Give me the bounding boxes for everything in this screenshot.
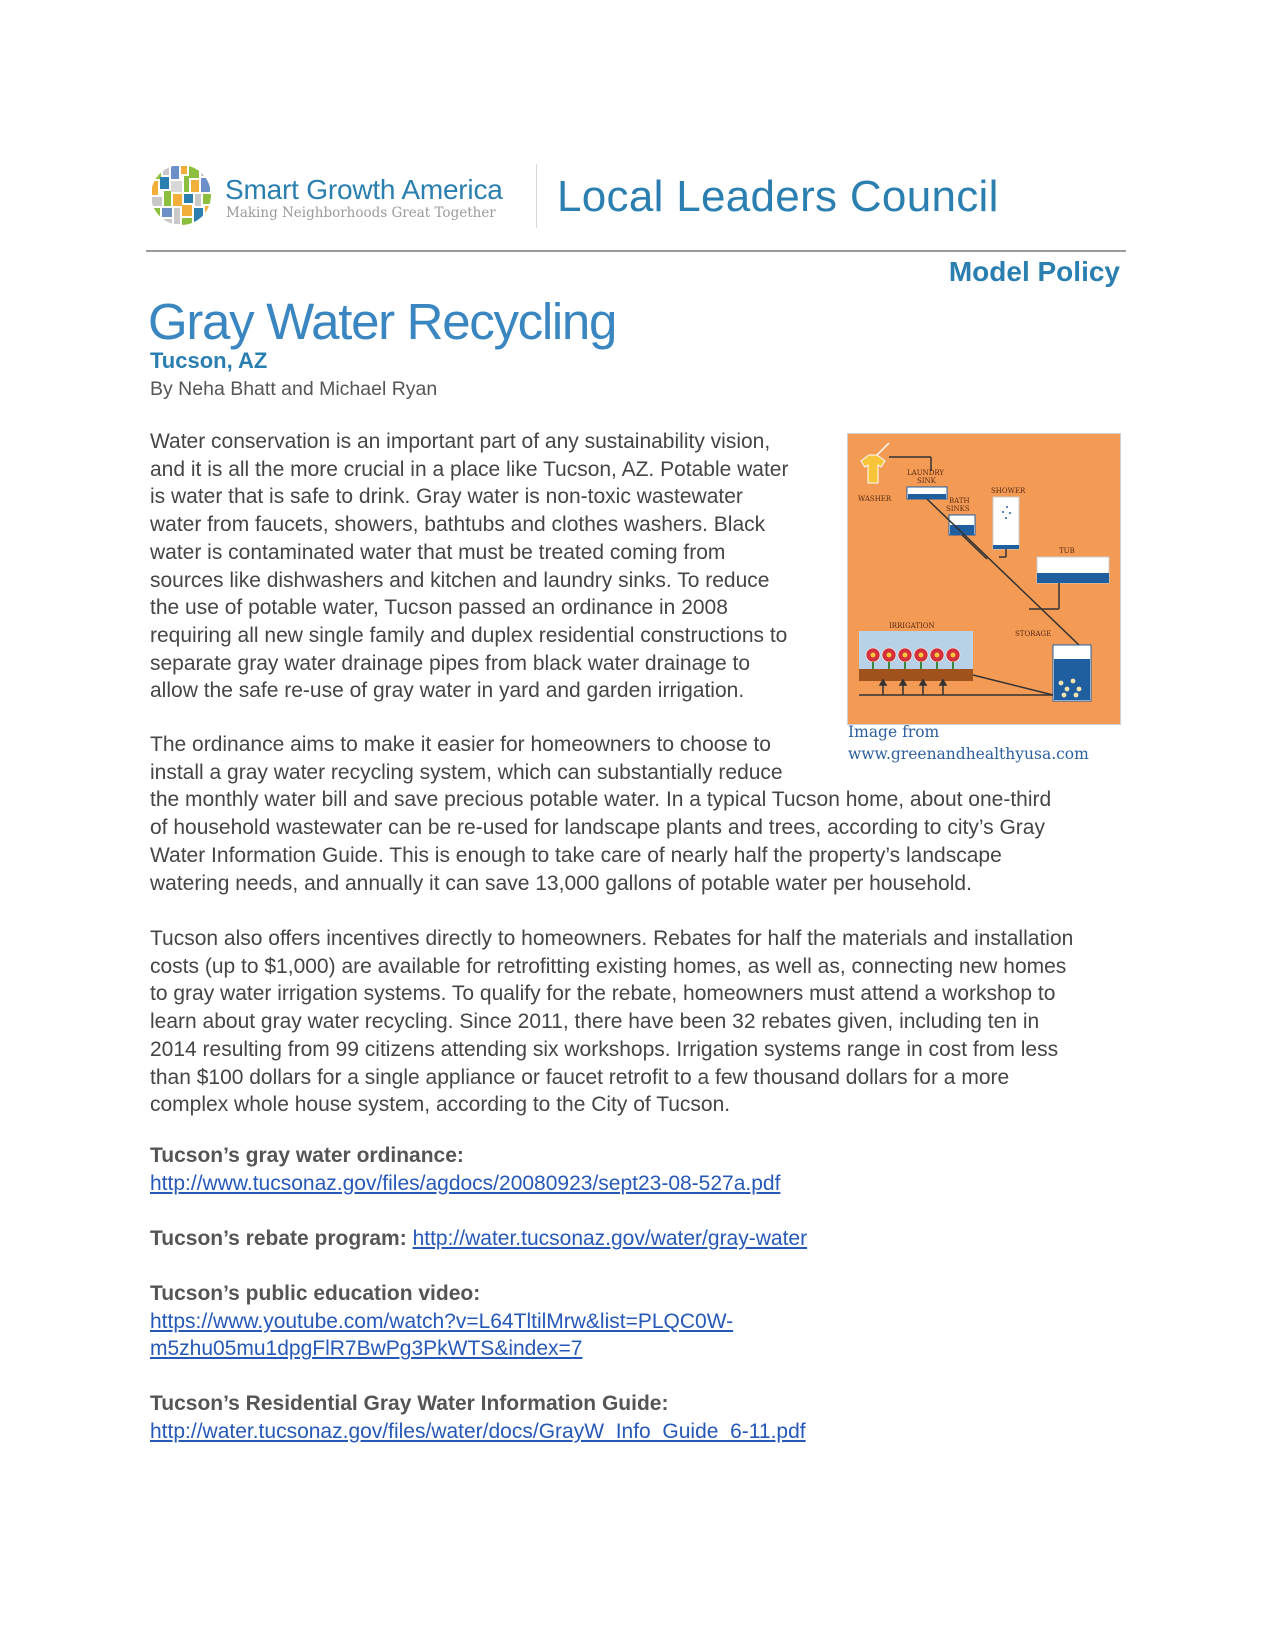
page-title: Gray Water Recycling (148, 293, 617, 350)
paragraph-line: Water Information Guide. This is enough to take care of nearly half the property’s landscape (150, 843, 1002, 867)
byline: By Neha Bhatt and Michael Ryan (150, 378, 438, 400)
reference-label: Tucson’s Residential Gray Water Information Guide: (150, 1392, 669, 1415)
washer-label: WASHER (858, 495, 892, 503)
paragraph-line: water is contaminated water that must be treated coming from (150, 540, 726, 564)
paragraph-line: the monthly water bill and save precious potable water. In a typical Tucson home, about one-third (150, 788, 1052, 812)
paragraph-line: the use of potable water, Tucson passed an ordinance in 2008 (150, 596, 728, 620)
gray-water-diagram (847, 433, 1121, 725)
sink-label: SINK (917, 477, 936, 485)
caption-line: Image from (848, 723, 940, 741)
model-policy-label: Model Policy (948, 256, 1120, 287)
reference-ordinance (150, 1142, 780, 1197)
shower-label: SHOWER (991, 487, 1026, 495)
guide-link[interactable]: http://water.tucsonaz.gov/files/water/docs/GrayW_Info_Guide_6-11.pdf (150, 1419, 806, 1443)
paragraph-line: of household wastewater can be re-used for landscape plants and trees, according to city’s Gray (150, 816, 1045, 840)
reference-label: Tucson’s rebate program: (150, 1227, 407, 1250)
org-tagline: Making Neighborhoods Great Together (226, 205, 496, 221)
bath-label: BATH (949, 497, 970, 505)
rebate-link[interactable]: http://water.tucsonaz.gov/water/gray-water (412, 1227, 808, 1250)
paragraph-ordinance (150, 731, 1051, 897)
irrigation-label: IRRIGATION (889, 622, 935, 630)
paragraph-line: requiring all new single family and duplex residential constructions to (150, 623, 788, 647)
paragraph-line: separate gray water drainage pipes from black water drainage to (150, 651, 750, 675)
paragraph-line: 2014 resulting from 99 citizens attending six workshops. Irrigation systems range in cost from less (150, 1037, 1059, 1061)
paragraph-line: is water that is safe to drink. Gray water is non-toxic wastewater (150, 485, 743, 509)
shower-icon (993, 497, 1019, 549)
video-link[interactable]: https://www.youtube.com/watch?v=L64TltilMrw&list=PLQC0W- (150, 1309, 734, 1333)
storage-label: STORAGE (1015, 630, 1052, 638)
paragraph-intro (150, 428, 788, 705)
paragraph-line: Water conservation is an important part of any sustainability vision, (150, 430, 771, 453)
paragraph-incentives (150, 925, 1073, 1119)
paragraph-line: install a gray water recycling system, which can substantially reduce (150, 760, 783, 784)
reference-label: Tucson’s gray water ordinance: (150, 1144, 464, 1167)
smart-growth-america-logo (150, 164, 212, 226)
paragraph-line: complex whole house system, according to the City of Tucson. (150, 1093, 731, 1117)
ordinance-link[interactable]: http://www.tucsonaz.gov/files/agdocs/20080923/sept23-08-527a.pdf (150, 1171, 781, 1195)
video-link-continued[interactable]: m5zhu05mu1dpgFlR7BwPg3PkWTS&index=7 (150, 1337, 583, 1361)
paragraph-line: watering needs, and annually it can save 13,000 gallons of potable water per household. (150, 871, 972, 895)
sinks-label: SINKS (946, 505, 970, 513)
paragraph-line: water from faucets, showers, bathtubs and clothes washers. Black (150, 513, 766, 537)
reference-label: Tucson’s public education video: (150, 1282, 481, 1305)
paragraph-line: sources like dishwashers and kitchen and laundry sinks. To reduce (150, 568, 770, 592)
reference-video (150, 1280, 733, 1363)
location: Tucson, AZ (150, 348, 268, 373)
caption-source: www.greenandhealthyusa.com (848, 745, 1089, 763)
tub-label: TUB (1059, 547, 1075, 555)
paragraph-line: Tucson also offers incentives directly to homeowners. Rebates for half the materials and installation (150, 927, 1074, 950)
council-title: Local Leaders Council (557, 172, 999, 221)
paragraph-line: learn about gray water recycling. Since 2011, there have been 32 rebates given, including ten in (150, 1010, 1040, 1034)
paragraph-line: allow the safe re-use of gray water in yard and garden irrigation. (150, 679, 745, 703)
paragraph-line: The ordinance aims to make it easier for homeowners to choose to (150, 733, 771, 756)
reference-rebate (150, 1225, 807, 1253)
paragraph-line: to gray water irrigation systems. To qualify for the rebate, homeowners must attend a workshop to (150, 982, 1056, 1006)
reference-guide (150, 1390, 806, 1445)
header-divider (536, 164, 537, 228)
paragraph-line: costs (up to $1,000) are available for retrofitting existing homes, as well as, connecting new homes (150, 954, 1067, 978)
paragraph-line: and it is all the more crucial in a place like Tucson, AZ. Potable water (150, 457, 789, 481)
paragraph-line: than $100 dollars for a single appliance or faucet retrofit to a few thousand dollars for a more (150, 1065, 1010, 1089)
header-rule (146, 250, 1126, 252)
org-name: Smart Growth America (225, 174, 503, 205)
laundry-label: LAUNDRY (907, 469, 945, 477)
